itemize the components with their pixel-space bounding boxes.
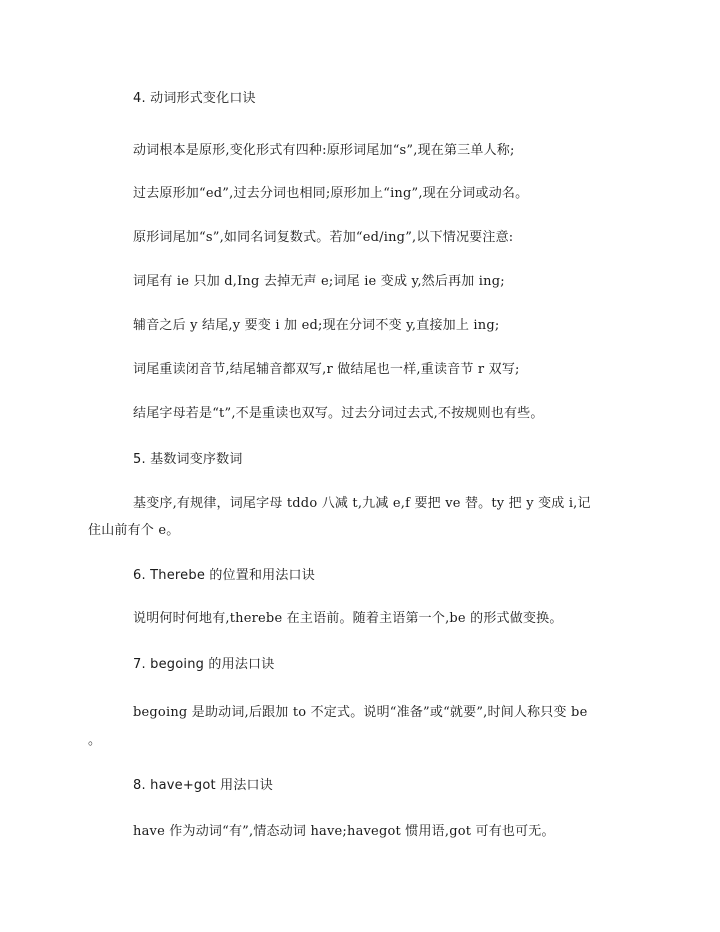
- section-5-line-2: 住山前有个 e。: [88, 523, 180, 538]
- section-4-heading: 4. 动词形式变化口诀: [133, 91, 256, 106]
- section-7-line-2: 。: [88, 733, 102, 748]
- section-4-line-2: 过去原形加“ed”,过去分词也相同;原形加上“ing”,现在分词或动名。: [133, 186, 529, 201]
- section-7-line-1: begoing 是助动词,后跟加 to 不定式。说明“准备”或“就要”,时间人称只变 be: [133, 705, 588, 720]
- section-7-heading: 7. begoing 的用法口诀: [133, 657, 275, 672]
- section-4-line-7: 结尾字母若是“t”,不是重读也双写。过去分词过去式,不按规则也有些。: [133, 406, 544, 421]
- section-4-line-6: 词尾重读闭音节,结尾辅音都双写,r 做结尾也一样,重读音节 r 双写;: [133, 362, 520, 377]
- section-5-line-1: 基变序,有规律，词尾字母 tddo 八减 t,九减 e,f 要把 ve 替。ty 把 y 变成 i,记: [133, 496, 591, 511]
- section-5-heading: 5. 基数词变序数词: [133, 452, 243, 467]
- section-4-line-4: 词尾有 ie 只加 d,Ing 去掉无声 e;词尾 ie 变成 y,然后再加 ing;: [133, 274, 505, 289]
- section-4-line-5: 辅音之后 y 结尾,y 要变 i 加 ed;现在分词不变 y,直接加上 ing;: [133, 318, 500, 333]
- section-8-line-1: have 作为动词“有”,情态动词 have;havegot 惯用语,got 可有也可无。: [133, 824, 555, 839]
- section-6-line-1: 说明何时何地有,therebe 在主语前。随着主语第一个,be 的形式做变换。: [133, 611, 563, 626]
- section-4-line-3: 原形词尾加“s”,如同名词复数式。若加“ed/ing”,以下情况要注意:: [133, 230, 514, 245]
- section-4-line-1: 动词根本是原形,变化形式有四种:原形词尾加“s”,现在第三单人称;: [133, 143, 515, 158]
- section-8-heading: 8. have+got 用法口诀: [133, 778, 273, 793]
- section-6-heading: 6. Therebe 的位置和用法口诀: [133, 568, 315, 583]
